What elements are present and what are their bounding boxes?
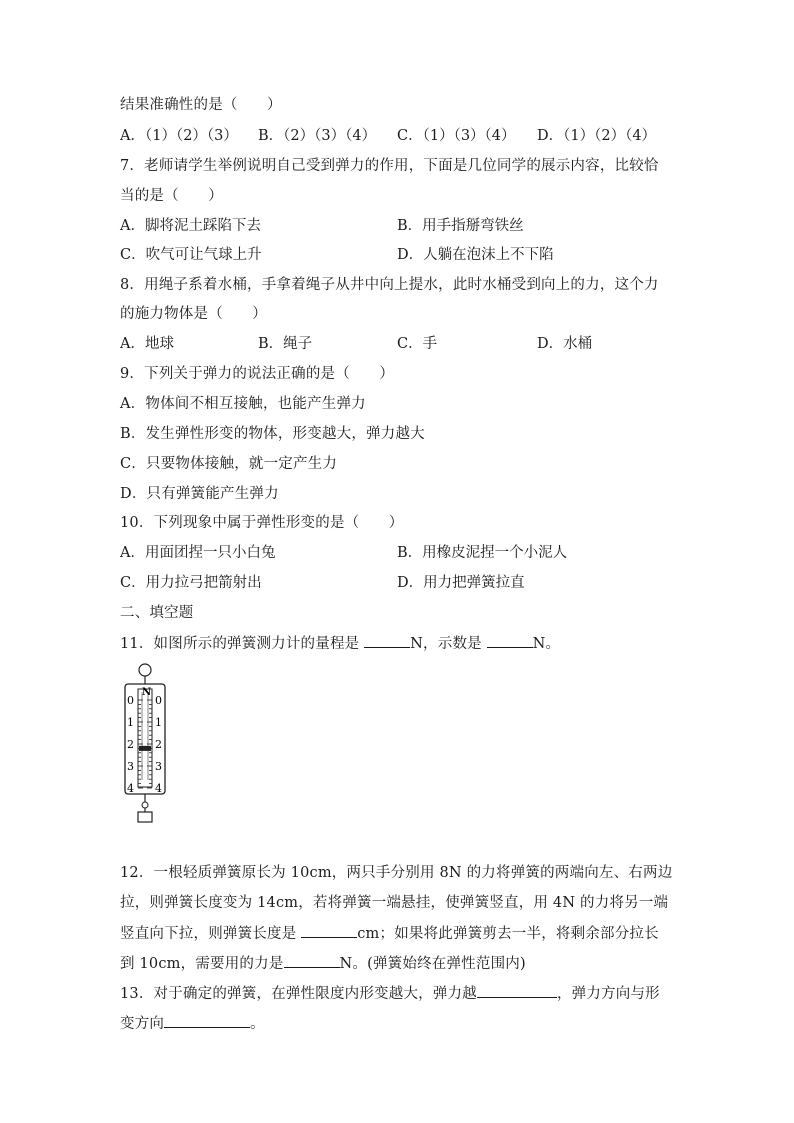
right-tick-label: 3 — [155, 760, 162, 773]
q9-option-a: A．物体间不相互接触，也能产生弹力 — [120, 396, 366, 412]
left-tick-label: 4 — [127, 782, 134, 795]
q7-option-a: A．脚将泥土踩陷下去 — [120, 218, 261, 234]
q8-stem-line2: 的施力物体是（ ） — [120, 306, 267, 322]
q13-line2-text-a: 变方向 — [120, 1016, 165, 1032]
pointer-icon — [139, 746, 151, 751]
q13-line1-text-b: ，弹力方向与形 — [556, 986, 660, 1002]
q9-option-c: C．只要物体接触，就一定产生力 — [120, 456, 338, 472]
q8-option-b: B．绳子 — [258, 336, 313, 352]
q13-line2 — [120, 1013, 265, 1034]
left-tick-label: 0 — [127, 694, 134, 707]
spring-scale-figure — [118, 662, 178, 824]
q7-option-d: D．人躺在泡沫上不下陷 — [397, 247, 554, 263]
right-tick-label: 2 — [155, 738, 162, 751]
q10-option-a: A．用面团捏一只小白兔 — [120, 545, 276, 561]
q10-option-b: B．用橡皮泥捏一个小泥人 — [397, 545, 568, 561]
q13-line1-text-a: 13．对于确定的弹簧，在弹性限度内形变越大，弹力越 — [120, 986, 477, 1002]
section-heading: 二、填空题 — [120, 605, 194, 621]
left-tick-label: 3 — [127, 760, 134, 773]
q13-line1 — [120, 983, 660, 1004]
q12-line1: 12．一根轻质弹簧原长为 10cm，两只手分别用 8N 的力将弹簧的两端向左、右两边 — [120, 865, 673, 881]
q8-option-d: D．水桶 — [537, 336, 593, 352]
q12-line3-text-b: cm；如果将此弹簧剪去一半，将剩余部分拉长 — [357, 926, 659, 942]
q11-blank-range[interactable] — [364, 633, 410, 648]
q8-option-a: A．地球 — [120, 336, 174, 352]
left-tick-label: 1 — [127, 716, 134, 729]
q12-line4-text-a: 到 10cm，需要用的力是 — [120, 956, 284, 972]
q11-blank-reading[interactable] — [487, 633, 533, 648]
q11-stem — [120, 633, 560, 654]
q10-option-d: D．用力把弹簧拉直 — [397, 575, 525, 591]
q10-stem: 10．下列现象中属于弹性形变的是（ ） — [120, 515, 404, 531]
q9-option-d: D．只有弹簧能产生弹力 — [120, 486, 279, 502]
unit-label: N — [142, 687, 152, 698]
q7-stem-line2: 当的是（ ） — [120, 188, 223, 204]
left-tick-label: 2 — [127, 738, 134, 751]
q6-option-a: A．（1）（2）（3） — [120, 128, 238, 144]
q11-text-2: N，示数是 — [410, 636, 487, 652]
q12-line3 — [120, 923, 659, 944]
q7-stem-line1: 7．老师请学生举例说明自己受到弹力的作用，下面是几位同学的展示内容，比较恰 — [120, 158, 659, 174]
q12-blank-force[interactable] — [284, 953, 340, 968]
right-tick-label: 4 — [155, 782, 162, 795]
q11-text-3: N。 — [532, 636, 561, 652]
right-tick-label: 1 — [155, 716, 162, 729]
scale-slot — [138, 689, 152, 787]
q8-stem-line1: 8．用绳子系着水桶，手拿着绳子从井中向上提水，此时水桶受到向上的力，这个力 — [120, 277, 659, 293]
q12-blank-length[interactable] — [301, 923, 357, 938]
q9-stem: 9．下列关于弹力的说法正确的是（ ） — [120, 366, 395, 382]
hanging-ring-icon — [139, 664, 151, 676]
q6-option-b: B．（2）（3）（4） — [258, 128, 377, 144]
q12-line4 — [120, 953, 526, 974]
q13-blank-1[interactable] — [477, 983, 557, 998]
q12-line2: 拉，则弹簧长度变为 14cm，若将弹簧一端悬挂，使弹簧竖直，用 4N 的力将另一端 — [120, 895, 669, 911]
q6-stem-end: 结果准确性的是（ ） — [120, 97, 282, 113]
q6-option-c: C．（1）（3）（4） — [397, 128, 516, 144]
q12-line4-text-b: N。(弹簧始终在弹性范围内) — [339, 956, 526, 972]
q10-option-c: C．用力拉弓把箭射出 — [120, 575, 262, 591]
q8-option-c: C．手 — [397, 336, 438, 352]
q7-option-c: C．吹气可让气球上升 — [120, 247, 262, 263]
q13-line2-text-b: 。 — [250, 1016, 265, 1032]
q11-text-1: 11．如图所示的弹簧测力计的量程是 — [120, 636, 365, 652]
q9-option-b: B．发生弹性形变的物体，形变越大，弹力越大 — [120, 426, 425, 442]
q13-blank-2[interactable] — [164, 1013, 250, 1028]
hook-weight-icon — [138, 812, 152, 822]
q12-line3-text-a: 竖直向下拉，则弹簧长度是 — [120, 926, 302, 942]
q7-option-b: B．用手指掰弯铁丝 — [397, 218, 524, 234]
right-tick-label: 0 — [155, 694, 162, 707]
q6-option-d: D．（1）（2）（4） — [537, 128, 657, 144]
